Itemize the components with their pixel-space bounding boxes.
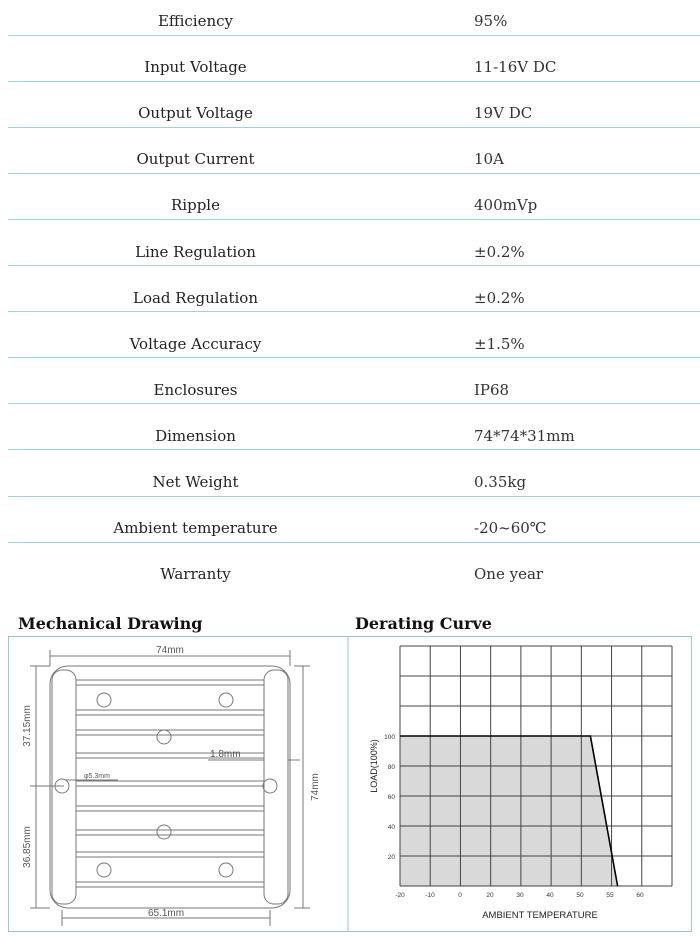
y-tick-label: 80 [387,764,395,771]
spec-label: Output Voltage [138,104,253,123]
spec-label: Line Regulation [135,242,256,261]
y-axis-title: LOAD(100%) [369,739,379,793]
row-divider [8,357,700,358]
screw [97,693,111,707]
x-tick-label: 40 [546,892,554,899]
derating-area [400,736,618,886]
spec-row [8,231,700,277]
width-dimension-label: 74mm [156,645,184,656]
spec-row [8,507,700,553]
left-flange [52,670,76,904]
screw [219,863,233,877]
spec-label: Enclosures [153,380,238,399]
row-divider [8,403,700,404]
spec-row [8,461,700,507]
x-tick-label: 20 [486,892,494,899]
x-tick-label: 30 [516,892,524,899]
row-divider [8,219,700,220]
spec-value: 11-16V DC [474,58,557,77]
spec-row [8,323,700,369]
mechanical-drawing [30,650,310,926]
row-divider [8,35,700,36]
housing-outline [50,666,290,908]
row-divider [8,173,700,174]
derating-curve-title: Derating Curve [355,614,492,633]
row-divider [8,265,700,266]
screw [219,693,233,707]
row-divider [8,449,700,450]
row-divider [8,542,700,543]
upper-dimension-label: 37.15mm [22,705,33,747]
spec-row [8,46,700,92]
spec-value: -20~60℃ [474,519,547,538]
spec-value: 74*74*31mm [474,426,575,445]
spec-label: Input Voltage [144,58,247,77]
spec-value: 95% [474,12,508,30]
y-tick-label: 20 [387,854,395,861]
spec-value: 400mVp [474,196,538,215]
lower-dimension-label: 36.85mm [22,826,33,868]
height-dimension-label: 74mm [310,773,321,801]
y-tick-label: 40 [387,824,395,831]
spec-row [8,553,700,599]
row-divider [8,496,700,497]
x-tick-label: 0 [458,892,462,899]
heatsink-fins [76,680,264,887]
spec-label: Output Current [136,150,255,169]
spec-label: Voltage Accuracy [129,334,262,353]
spec-value: IP68 [474,380,510,399]
spec-label: Net Weight [152,473,239,491]
spec-row [8,184,700,230]
mechanical-drawing-title: Mechanical Drawing [18,614,203,633]
row-divider [8,127,700,128]
screw [157,730,171,744]
spec-value: 0.35kg [474,473,527,491]
spec-label: Warranty [160,565,231,584]
y-tick-label: 60 [387,794,395,801]
spec-value: One year [474,565,544,584]
spec-row [8,138,700,184]
spec-value: ±0.2% [474,242,525,261]
x-tick-label: 50 [576,892,584,899]
x-axis-title: AMBIENT TEMPERATURE [482,910,598,921]
spec-row [8,369,700,415]
spec-value: ±0.2% [474,288,525,307]
screw [97,863,111,877]
spec-label: Efficiency [157,12,233,30]
spec-row [8,277,700,323]
hole-diameter-label: φ5.3mm [84,773,110,780]
x-tick-label: -20 [395,892,405,899]
screw [157,825,171,839]
bottom-dimension-label: 65.1mm [147,908,185,919]
spec-row [8,0,700,46]
spec-value: 10A [474,150,504,169]
x-tick-label: 55 [606,892,614,899]
spec-value: ±1.5% [474,334,525,353]
x-tick-label: 60 [636,892,644,899]
spec-row [8,92,700,138]
spec-row [8,415,700,461]
spec-label: Load Regulation [133,288,258,307]
y-tick-label: 100 [384,734,395,741]
row-divider [8,81,700,82]
spec-value: 19V DC [474,104,533,123]
gap-dimension-label: 1.8mm [210,749,241,760]
right-flange [264,670,288,904]
spec-label: Dimension [155,426,236,445]
spec-label: Ambient temperature [113,519,278,538]
drawing-panel [8,636,692,932]
x-tick-label: -10 [425,892,435,899]
spec-label: Ripple [171,196,220,215]
row-divider [8,311,700,312]
mount-hole [263,779,277,793]
derating-chart [369,646,672,921]
